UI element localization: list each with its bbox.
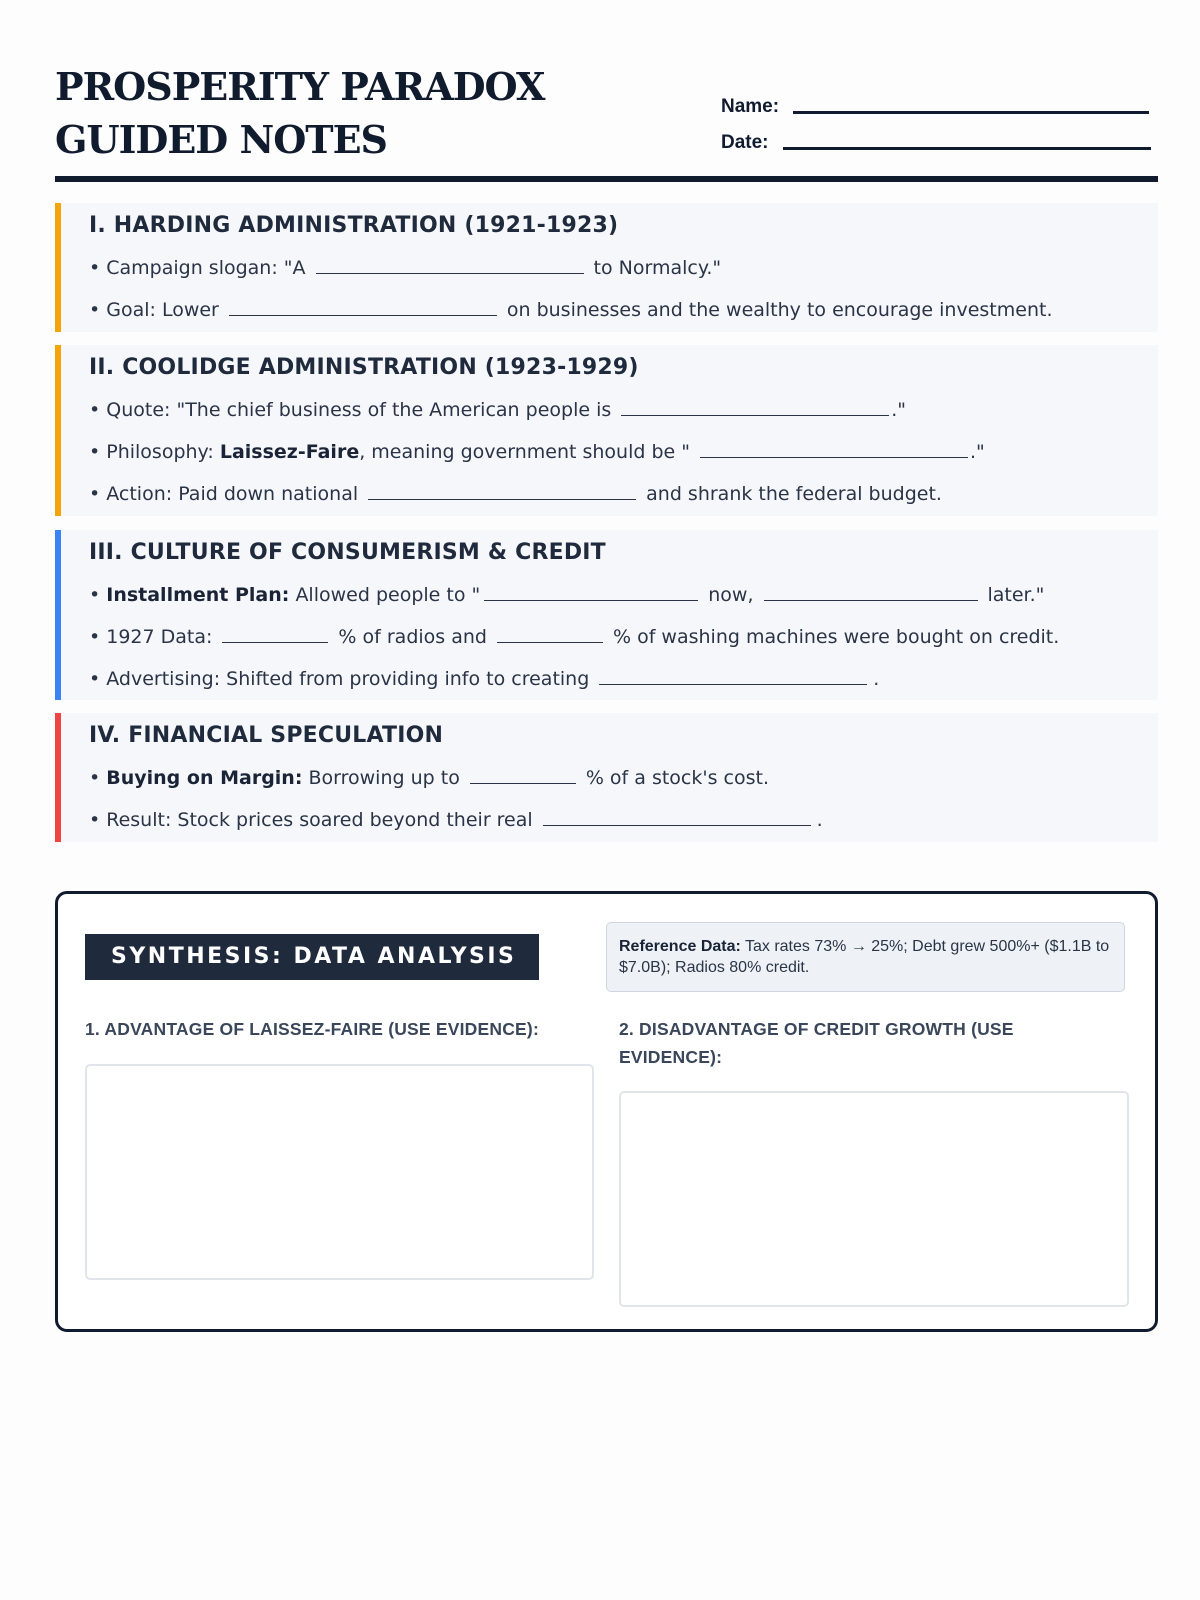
section-heading: I. HARDING ADMINISTRATION (1921-1923) [89, 213, 619, 238]
row-bold-term: Buying on Margin: [106, 767, 303, 789]
reference-text: Tax rates 73% → 25%; Debt grew 500%+ ($1.1B to $7.0B); Radios 80% credit. [619, 938, 1110, 976]
section-coolidge [55, 345, 1158, 516]
row-text: now, [708, 584, 754, 606]
fill-blank[interactable] [599, 670, 867, 685]
note-row-philosophy [89, 431, 1158, 473]
section-heading: IV. FINANCIAL SPECULATION [89, 723, 444, 748]
question-1-answer-box[interactable] [85, 1064, 594, 1280]
row-text: Allowed people to " [295, 584, 481, 606]
fill-blank[interactable] [316, 259, 584, 274]
row-text: later." [987, 584, 1045, 606]
note-row-action [89, 473, 1158, 515]
fill-blank[interactable] [484, 586, 698, 601]
row-text: • Quote: "The chief business of the American people is [89, 399, 612, 421]
row-text: % of washing machines were bought on credit. [612, 626, 1060, 648]
question-1-label: 1. ADVANTAGE OF LAISSEZ-FAIRE (USE EVIDENCE): [85, 1019, 539, 1039]
bullet: • [89, 584, 107, 606]
row-bold-term: Laissez-Faire [219, 441, 360, 463]
fill-blank[interactable] [470, 769, 576, 784]
date-label: Date: [721, 132, 769, 153]
date-field [721, 132, 1151, 154]
row-bold-term: Installment Plan: [106, 584, 290, 606]
fill-blank[interactable] [229, 301, 497, 316]
row-text: on businesses and the wealthy to encourage investment. [506, 299, 1053, 321]
row-text: • Advertising: Shifted from providing info to creating [89, 668, 590, 690]
bullet: • [89, 767, 107, 789]
row-text: • Campaign slogan: "A [89, 257, 306, 279]
note-row-quote [89, 389, 1158, 431]
fill-blank[interactable] [368, 485, 636, 500]
row-text: ." [891, 399, 907, 421]
section-consumerism [55, 530, 1158, 700]
name-line[interactable] [793, 111, 1149, 114]
note-row-goal [89, 289, 1158, 331]
note-row-advertising [89, 658, 1158, 700]
note-row-result [89, 799, 1158, 841]
fill-blank[interactable] [497, 628, 603, 643]
question-2-label: 2. DISADVANTAGE OF CREDIT GROWTH (USE EVIDENCE): [619, 1019, 1014, 1067]
fill-blank[interactable] [222, 628, 328, 643]
row-text: Borrowing up to [308, 767, 460, 789]
worksheet-header [55, 52, 1158, 182]
section-heading: III. CULTURE OF CONSUMERISM & CREDIT [89, 540, 606, 565]
section-heading: II. COOLIDGE ADMINISTRATION (1923-1929) [89, 355, 639, 380]
fill-blank[interactable] [621, 401, 889, 416]
note-row-installment-plan [89, 574, 1158, 616]
row-text: , meaning government should be " [359, 441, 690, 463]
note-row-campaign-slogan [89, 247, 1158, 289]
row-text: ." [969, 441, 985, 463]
page-title: PROSPERITY PARADOX GUIDED NOTES [55, 64, 545, 162]
section-speculation [55, 713, 1158, 842]
fill-blank[interactable] [764, 586, 978, 601]
row-text: and shrank the federal budget. [646, 483, 942, 505]
synthesis-title: SYNTHESIS: DATA ANALYSIS [85, 934, 539, 980]
row-text: % of radios and [338, 626, 487, 648]
fill-blank[interactable] [543, 811, 811, 826]
row-text: to Normalcy." [593, 257, 722, 279]
note-row-1927-data [89, 616, 1158, 658]
section-harding [55, 203, 1158, 332]
row-text: • Result: Stock prices soared beyond their real [89, 809, 533, 831]
fill-blank[interactable] [700, 443, 968, 458]
row-text: • Goal: Lower [89, 299, 219, 321]
row-text: % of a stock's cost. [585, 767, 769, 789]
row-text: • Philosophy: [89, 441, 220, 463]
name-label: Name: [721, 96, 780, 117]
date-line[interactable] [783, 147, 1151, 150]
reference-data-box [606, 922, 1125, 992]
row-text: . [873, 668, 880, 690]
synthesis-box [55, 891, 1158, 1332]
name-field [721, 96, 1149, 118]
note-row-margin [89, 757, 1158, 799]
row-text: • Action: Paid down national [89, 483, 359, 505]
row-text: . [816, 809, 823, 831]
question-2-answer-box[interactable] [619, 1091, 1129, 1307]
reference-label: Reference Data: [619, 938, 741, 955]
row-text: • 1927 Data: [89, 626, 213, 648]
